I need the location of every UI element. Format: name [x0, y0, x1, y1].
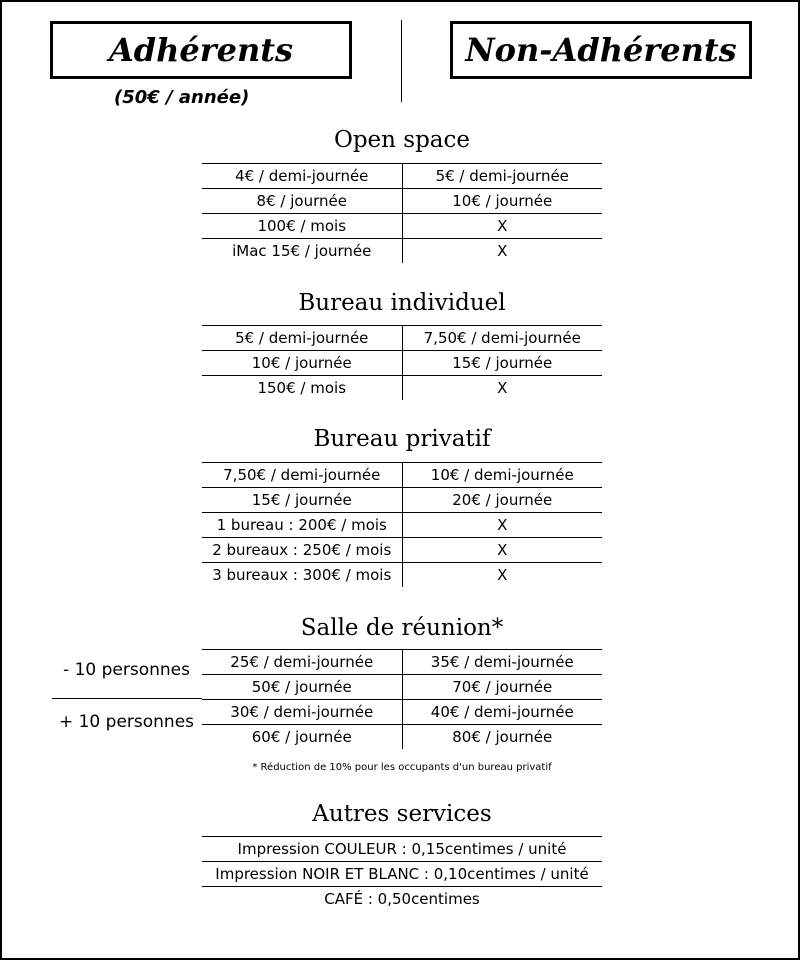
non-member-price: 20€ / journée: [402, 488, 602, 513]
salle-reunion-table: [202, 649, 602, 749]
table-row: [202, 563, 602, 588]
non-member-price: 15€ / journée: [402, 351, 602, 376]
table-row: [202, 239, 602, 264]
member-price: 25€ / demi-journée: [202, 650, 402, 675]
service-item: Impression COULEUR : 0,15centimes / unité: [202, 837, 602, 862]
non-members-header: Non-Adhérents: [450, 21, 752, 79]
non-member-price: 10€ / journée: [402, 189, 602, 214]
service-item: Impression NOIR ET BLANC : 0,10centimes / unité: [202, 862, 602, 887]
members-header: Adhérents: [50, 21, 352, 79]
non-member-price: X: [402, 538, 602, 563]
table-row: [202, 538, 602, 563]
table-row: [202, 650, 602, 675]
section-title-bureau-individuel: Bureau individuel: [298, 290, 506, 316]
non-member-price: 70€ / journée: [402, 675, 602, 700]
table-row: [202, 214, 602, 239]
non-member-price: X: [402, 513, 602, 538]
section-title-open-space: Open space: [333, 127, 471, 153]
member-price: iMac 15€ / journée: [202, 239, 402, 264]
footnote: * Réduction de 10% pour les occupants d'un bureau privatif: [252, 762, 552, 773]
member-price: 15€ / journée: [202, 488, 402, 513]
non-member-price: 35€ / demi-journée: [402, 650, 602, 675]
table-row: [202, 862, 602, 887]
table-row: [202, 164, 602, 189]
member-price: 7,50€ / demi-journée: [202, 463, 402, 488]
service-item: CAFÉ : 0,50centimes: [202, 887, 602, 912]
table-row: [202, 887, 602, 912]
member-price: 100€ / mois: [202, 214, 402, 239]
table-row: [202, 513, 602, 538]
member-price: 30€ / demi-journée: [202, 700, 402, 725]
autres-services-table: [202, 836, 602, 911]
non-member-price: X: [402, 376, 602, 401]
table-row: [202, 837, 602, 862]
non-member-price: X: [402, 239, 602, 264]
group-divider: [52, 698, 202, 699]
table-row: [202, 725, 602, 750]
table-row: [202, 351, 602, 376]
table-row: [202, 700, 602, 725]
member-price: 50€ / journée: [202, 675, 402, 700]
member-price: 8€ / journée: [202, 189, 402, 214]
bureau-privatif-table: [202, 462, 602, 587]
member-price: 2 bureaux : 250€ / mois: [202, 538, 402, 563]
membership-fee: (50€ / année): [114, 87, 250, 108]
non-member-price: 80€ / journée: [402, 725, 602, 750]
non-member-price: 10€ / demi-journée: [402, 463, 602, 488]
table-row: [202, 376, 602, 401]
column-divider: [401, 20, 402, 102]
non-member-price: 7,50€ / demi-journée: [402, 326, 602, 351]
non-member-price: 5€ / demi-journée: [402, 164, 602, 189]
non-member-price: X: [402, 563, 602, 588]
open-space-table: [202, 163, 602, 263]
group-label-large: + 10 personnes: [58, 712, 195, 732]
table-row: [202, 488, 602, 513]
member-price: 5€ / demi-journée: [202, 326, 402, 351]
non-member-price: 40€ / demi-journée: [402, 700, 602, 725]
table-row: [202, 675, 602, 700]
table-row: [202, 326, 602, 351]
section-title-salle-reunion: Salle de réunion*: [300, 615, 504, 641]
member-price: 1 bureau : 200€ / mois: [202, 513, 402, 538]
table-row: [202, 463, 602, 488]
bureau-individuel-table: [202, 325, 602, 400]
section-title-bureau-privatif: Bureau privatif: [313, 426, 491, 452]
member-price: 60€ / journée: [202, 725, 402, 750]
member-price: 4€ / demi-journée: [202, 164, 402, 189]
member-price: 150€ / mois: [202, 376, 402, 401]
group-label-small: - 10 personnes: [63, 660, 190, 680]
member-price: 10€ / journée: [202, 351, 402, 376]
section-title-autres-services: Autres services: [312, 801, 492, 827]
table-row: [202, 189, 602, 214]
member-price: 3 bureaux : 300€ / mois: [202, 563, 402, 588]
non-member-price: X: [402, 214, 602, 239]
